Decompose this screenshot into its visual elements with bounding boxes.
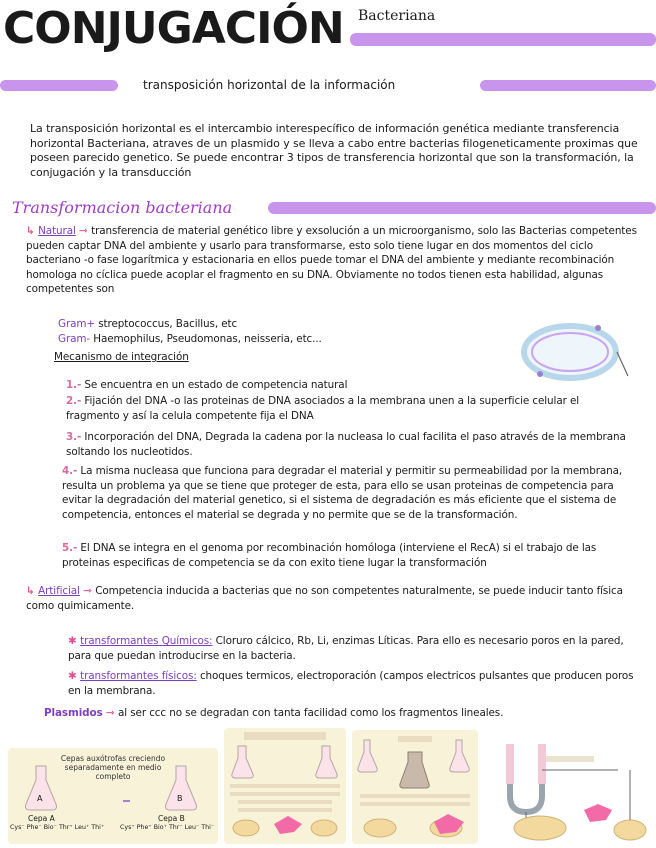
flask-b-label: B <box>177 794 183 803</box>
item-label: transformantes Químicos: <box>80 635 213 647</box>
gram-pos-list: streptococcus, Bacillus, etc <box>98 318 238 330</box>
step-number: 1.- <box>66 379 82 391</box>
strain-a-label: Cepa A <box>28 814 55 823</box>
figure-drawing <box>488 736 650 844</box>
step-5 <box>62 541 642 570</box>
step-4 <box>62 464 642 522</box>
step-number: 4.- <box>62 465 78 477</box>
step-1 <box>66 378 626 393</box>
plasmids-text: al ser ccc no se degradan con tanta facilidad como los fragmentos lineales. <box>117 707 504 719</box>
genotype-b: Cys⁺ Phe⁺ Bio⁺ Thr⁻ Leu⁻ Thi⁻ <box>120 824 215 831</box>
section-heading: Transformacion bacteriana <box>12 198 233 217</box>
plasmids-block <box>44 706 644 721</box>
figure-auxotrophs <box>8 748 218 844</box>
step-number: 3.- <box>66 431 82 443</box>
natural-block <box>26 224 646 297</box>
figure-drawing <box>352 730 478 844</box>
page-title: CONJUGACIÓN <box>3 3 344 54</box>
figure-selection-medium <box>224 728 346 844</box>
star-icon: ✱ <box>68 670 81 682</box>
arrow-icon: ↳ <box>26 585 39 597</box>
genotype-a: Cys⁻ Phe⁻ Bio⁻ Thr⁺ Leu⁺ Thi⁺ <box>10 824 105 831</box>
gram-neg-list: Haemophilus, Pseudomonas, neisseria, etc... <box>93 333 322 345</box>
gram-negative <box>58 332 322 347</box>
tagline-bar-right <box>480 80 656 91</box>
tagline: transposición horizontal de la información <box>143 78 396 92</box>
arrow-icon: ⇾ <box>83 585 96 597</box>
artificial-block <box>26 584 644 613</box>
mechanism-title: Mecanismo de integración <box>54 351 189 363</box>
gram-neg-label: Gram- <box>58 333 91 345</box>
tagline-bar-left <box>0 80 118 91</box>
item-text: Cloruro cálcico, Rb, Li, enzimas Líticas. Para ello es necesario poros en la pared, para que puedan introducirse en la bacteria. <box>68 635 624 662</box>
flask-a-label: A <box>37 794 43 803</box>
step-number: 5.- <box>62 542 78 554</box>
strain-b-label: Cepa B <box>158 814 185 823</box>
figure-drawing <box>224 728 346 844</box>
step-text: Incorporación del DNA, Degrada la cadena por la nucleasa lo cual facilita el paso através de la membrana soltando los nucleotidos. <box>66 431 626 458</box>
step-2 <box>66 394 626 423</box>
arrow-icon: ⇾ <box>78 225 92 237</box>
step-text: La misma nucleasa que funciona para degradar el material y permitir su permeabilidad por la membrana, resulta un problema ya que se tiene que proteger de esta, para ello se usan proteinas de competencia para evitar la degradación del material genetico, si el sistema de degradación es más eficiente que el sistema de competencia, entonces el material se degrada y no permite que se de la transformación. <box>62 465 623 521</box>
natural-text: transferencia de material genético libre y exsolución a un microorganismo, solo las Bacterias competentes pueden captar DNA del ambiente y usarlo para transformarse, esto solo tiene lugar en dos momentos del ciclo bacteriano -o fase logarítmica y estacionaria en ellos puede tomar el DNA del ambiente y mediante recombinación homologa no cíclica puede acoplar el fragmento en su DNA. Obviamente no todos tienen esta habilidad, algunas competentes son <box>26 225 637 296</box>
item-text: choques termicos, electroporación (campos electricos pulsantes que producen poros en la membrana. <box>68 670 634 697</box>
figure-u-tube <box>488 736 650 844</box>
step-text: Fijación del DNA -o las proteinas de DNA asociados a la membrana unen a la superficie celular el fragmento y así la celula competente fija el DNA <box>66 395 580 422</box>
step-3 <box>66 430 626 459</box>
step-text: Se encuentra en un estado de competencia natural <box>84 379 348 391</box>
artificial-label: Artificial <box>38 585 80 597</box>
arrow-icon: ⇾ <box>105 707 118 719</box>
mechanism-heading <box>54 350 189 365</box>
figure-caption: Cepas auxótrofas creciendo separadamente en medio completo <box>60 754 166 781</box>
figure-mixed-culture <box>352 730 478 844</box>
step-number: 2.- <box>66 395 82 407</box>
item-label: transformantes físicos: <box>80 670 197 682</box>
artificial-item-chemical <box>68 634 644 663</box>
plasmids-label: Plasmidos <box>44 707 103 719</box>
intro-paragraph: La transposición horizontal es el intercambio interespecífico de información genética mediante transferencia horizontal Bacteriana, atraves de un plasmido y se lleva a cabo entre bacterias filogeneticamente proximas que poseen parecido genetico. Se puede encontrar 3 tipos de transferencia horizontal que son la transformación, la conjugación y la transducción <box>30 122 638 179</box>
page-subtitle: Bacteriana <box>358 8 436 24</box>
gram-positive <box>58 317 237 332</box>
title-bar <box>350 33 656 46</box>
step-text: El DNA se integra en el genoma por recombinación homóloga (interviene el RecA) si el trabajo de las proteinas especificas de competencia se da con exito tiene lugar la transformación <box>62 542 597 569</box>
star-icon: ✱ <box>68 635 81 647</box>
gram-pos-label: Gram+ <box>58 318 96 330</box>
section-bar <box>268 202 656 214</box>
natural-label: Natural <box>38 225 76 237</box>
arrow-icon: ↳ <box>26 225 39 237</box>
artificial-item-physical <box>68 669 644 698</box>
artificial-text: Competencia inducida a bacterias que no son competentes naturalmente, se puede inducir tanto física como quimicamente. <box>26 585 623 612</box>
